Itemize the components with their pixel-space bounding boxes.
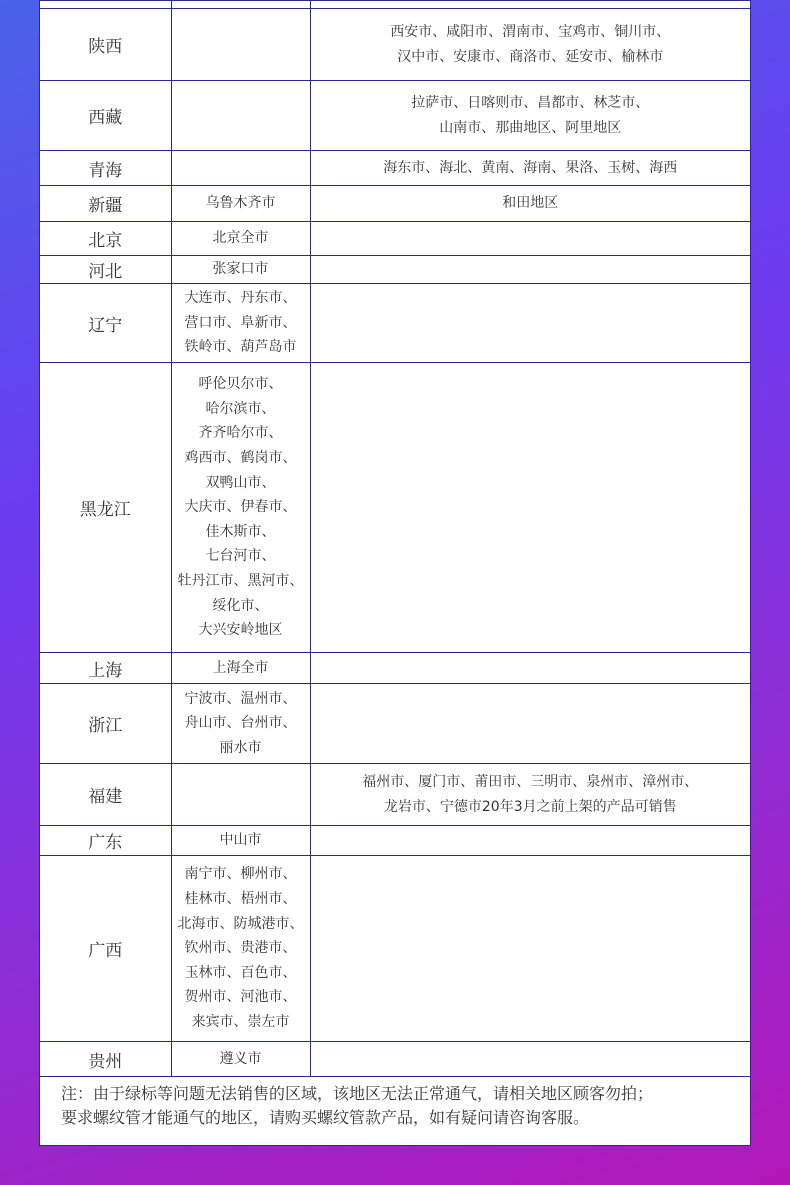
- cities-cell: [171, 9, 310, 81]
- province-cell: 广东: [40, 826, 171, 856]
- table-row: [40, 684, 750, 764]
- cities-cell: 中山市: [171, 826, 310, 856]
- table-row: [40, 1042, 750, 1077]
- table-row: [40, 826, 750, 856]
- note-cell: 海东市、海北、黄南、海南、果洛、玉树、海西: [310, 151, 750, 186]
- cities-cell: 遵义市: [171, 1042, 310, 1077]
- note-cell: [310, 856, 750, 1042]
- cities-cell: 宁波市、温州市、 舟山市、台州市、 丽水市: [171, 684, 310, 764]
- note-cell: [310, 653, 750, 684]
- note-cell: [310, 256, 750, 284]
- table-row: [40, 764, 750, 826]
- table-row: [40, 186, 750, 222]
- province-cell: 北京: [40, 222, 171, 256]
- cities-cell: 南宁市、柳州市、 桂林市、梧州市、 北海市、防城港市、 钦州市、贵港市、 玉林市、百色市、 贺州市、河池市、 来宾市、崇左市: [171, 856, 310, 1042]
- note-cell: [310, 1042, 750, 1077]
- cities-cell: 上海全市: [171, 653, 310, 684]
- region-sheet: [39, 0, 751, 1146]
- cities-cell: 乌鲁木齐市: [171, 186, 310, 222]
- note-cell: [310, 1, 750, 9]
- note-cell: [310, 363, 750, 653]
- province-cell: 黑龙江: [40, 363, 171, 653]
- note-cell: 拉萨市、日喀则市、昌都市、林芝市、 山南市、那曲地区、阿里地区: [310, 81, 750, 151]
- note-cell: [310, 222, 750, 256]
- province-cell: 福建: [40, 764, 171, 826]
- table-row: [40, 9, 750, 81]
- table-row: [40, 81, 750, 151]
- table-row: [40, 856, 750, 1042]
- table-row: [40, 151, 750, 186]
- province-cell: 西藏: [40, 81, 171, 151]
- province-cell: 新疆: [40, 186, 171, 222]
- province-cell: 辽宁: [40, 284, 171, 363]
- cities-cell: 北京全市: [171, 222, 310, 256]
- table-row: [40, 653, 750, 684]
- province-cell: 陕西: [40, 9, 171, 81]
- note-cell: [310, 684, 750, 764]
- cities-cell: 大连市、丹东市、 营口市、阜新市、 铁岭市、葫芦岛市: [171, 284, 310, 363]
- province-cell: 广西: [40, 856, 171, 1042]
- region-table: [40, 0, 750, 1077]
- note-cell: 西安市、咸阳市、渭南市、宝鸡市、铜川市、 汉中市、安康市、商洛市、延安市、榆林市: [310, 9, 750, 81]
- table-row: [40, 363, 750, 653]
- note-cell: [310, 284, 750, 363]
- table-row: [40, 1, 750, 9]
- province-cell: 青海: [40, 151, 171, 186]
- province-cell: 浙江: [40, 684, 171, 764]
- cities-cell: [171, 1, 310, 9]
- footnote: 注：由于绿标等问题无法销售的区域，该地区无法正常通气，请相关地区顾客勿拍； 要求螺纹管才能通气的地区，请购买螺纹管款产品，如有疑问请咨询客服。: [61, 1084, 654, 1127]
- table-row: [40, 222, 750, 256]
- province-cell: 河北: [40, 256, 171, 284]
- note-cell: 福州市、厦门市、莆田市、三明市、泉州市、漳州市、 龙岩市、宁德市20年3月之前上架的产品可销售: [310, 764, 750, 826]
- province-cell: [40, 1, 171, 9]
- region-table-body: [40, 1, 750, 1077]
- province-cell: 贵州: [40, 1042, 171, 1077]
- cities-cell: [171, 81, 310, 151]
- cities-cell: [171, 151, 310, 186]
- province-cell: 上海: [40, 653, 171, 684]
- cities-cell: 张家口市: [171, 256, 310, 284]
- table-row: [40, 256, 750, 284]
- cities-cell: 呼伦贝尔市、 哈尔滨市、 齐齐哈尔市、 鸡西市、鹤岗市、 双鸭山市、 大庆市、伊春市、 佳木斯市、 七台河市、 牡丹江市、黑河市、 绥化市、 大兴安岭地区: [171, 363, 310, 653]
- note-cell: 和田地区: [310, 186, 750, 222]
- cities-cell: [171, 764, 310, 826]
- table-row: [40, 284, 750, 363]
- note-cell: [310, 826, 750, 856]
